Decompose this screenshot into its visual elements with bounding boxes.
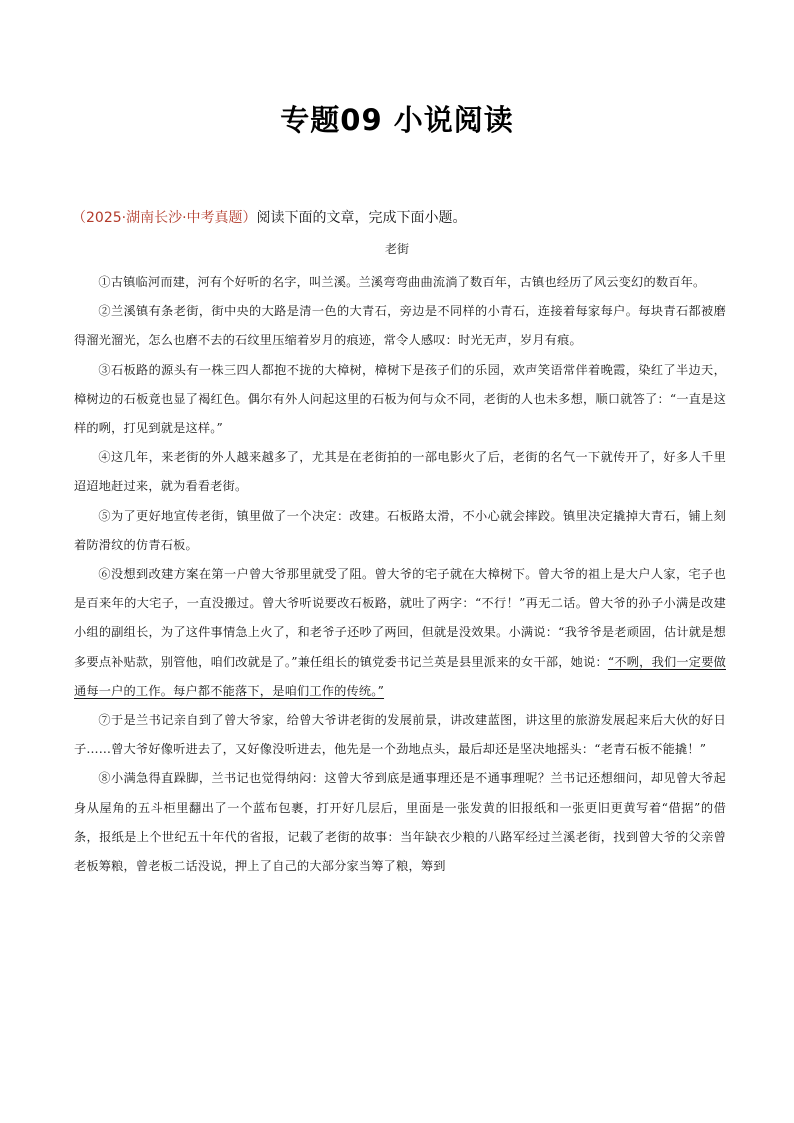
paragraph-1	[74, 268, 726, 297]
source-close-paren: ）	[242, 210, 257, 226]
article-title: 老街	[384, 242, 409, 256]
paragraph-1-text: ①古镇临河而建，河有个好听的名字，叫兰溪。兰溪弯弯曲曲流淌了数百年，古镇也经历了风云变幻的数百年。	[98, 275, 706, 289]
paragraph-4	[74, 443, 726, 501]
paragraph-8-text: ⑧小满急得直跺脚，兰书记也觉得纳闷：这曾大爷到底是通事理还是不通事理呢？兰书记还想细问，却见曾大爷起身从屋角的五斗柜里翻出了一个蓝布包裹，打开好几层后，里面是一张发黄的旧报纸和一张更旧更黄写着“借据”的借条，报纸是上个世纪五十年代的省报，记载了老街的故事：当年缺衣少粮的八路军经过兰溪老街，找到曾大爷的父亲曾老板筹粮，曾老板二话没说，押上了自己的大部分家当筹了粮，筹到	[74, 771, 726, 874]
paragraph-3	[74, 356, 726, 444]
paragraph-8	[74, 764, 726, 881]
paragraph-6-text: ⑥没想到改建方案在第一户曾大爷那里就受了阻。曾大爷的宅子就在大樟树下。曾大爷的祖上是大户人家，宅子也是百来年的大宅子，一直没搬过。曾大爷听说要改石板路，就吐了两字：“不行！”再无二话。曾大爷的孙子小满是改建小组的副组长，为了这件事情急上火了，和老爷子还吵了两回，但就是没效果。小满说：“我爷爷是老顽固，估计就是想多要点补贴款，别管他，咱们改就是了。”兼任组长的镇党委书记兰英是县里派来的女干部，她说：	[74, 567, 726, 669]
exam-source: 2025·湖南长沙·中考真题	[86, 210, 243, 226]
paragraph-4-text: ④这几年，来老街的外人越来越多了，尤其是在老街拍的一部电影火了后，老街的名气一下就传开了，好多人千里迢迢地赶过来，就为看看老街。	[74, 450, 726, 494]
page-title: 专题09 小说阅读	[280, 103, 514, 137]
paragraph-5-text: ⑤为了更好地宣传老街，镇里做了一个决定：改建。石板路太滑，不小心就会摔跤。镇里决定撬掉大青石，铺上刻着防滑纹的仿青石板。	[74, 508, 726, 552]
paragraph-3-text: ③石板路的源头有一株三四人都抱不拢的大樟树，樟树下是孩子们的乐园，欢声笑语常伴着晚霞，染红了半边天，樟树边的石板竟也显了褐红色。偶尔有外人问起这里的石板为何与众不同，老街的人也未多想，顺口就答了：“一直是这样的咧，打见到就是这样。”	[74, 362, 726, 436]
paragraph-2	[74, 297, 726, 355]
underlined-quote: “不咧，我们一定要做通每一户的工作。每户都不能落下，是咱们工作的传统。”	[74, 654, 726, 698]
paragraph-6	[74, 560, 726, 706]
paragraph-2-text: ②兰溪镇有条老街，街中央的大路是清一色的大青石，旁边是不同样的小青石，连接着每家每户。每块青石都被磨得溜光溜光，怎么也磨不去的石纹里压缩着岁月的痕迹，常令人感叹：时光无声，岁月有痕。	[74, 304, 726, 348]
paragraph-5	[74, 502, 726, 560]
paragraph-7	[74, 706, 726, 764]
paragraph-7-text: ⑦于是兰书记亲自到了曾大爷家，给曾大爷讲老街的发展前景，讲改建蓝图，讲这里的旅游发展起来后大伙的好日子……曾大爷好像听进去了，又好像没听进去，他先是一个劲地点头，最后却还是坚决地摇头：“老青石板不能撬！”	[74, 713, 726, 757]
source-open-paren: （	[72, 210, 86, 226]
reading-instruction: 阅读下面的文章，完成下面小题。	[256, 210, 467, 226]
question-intro	[72, 208, 732, 228]
article-body	[74, 268, 726, 881]
